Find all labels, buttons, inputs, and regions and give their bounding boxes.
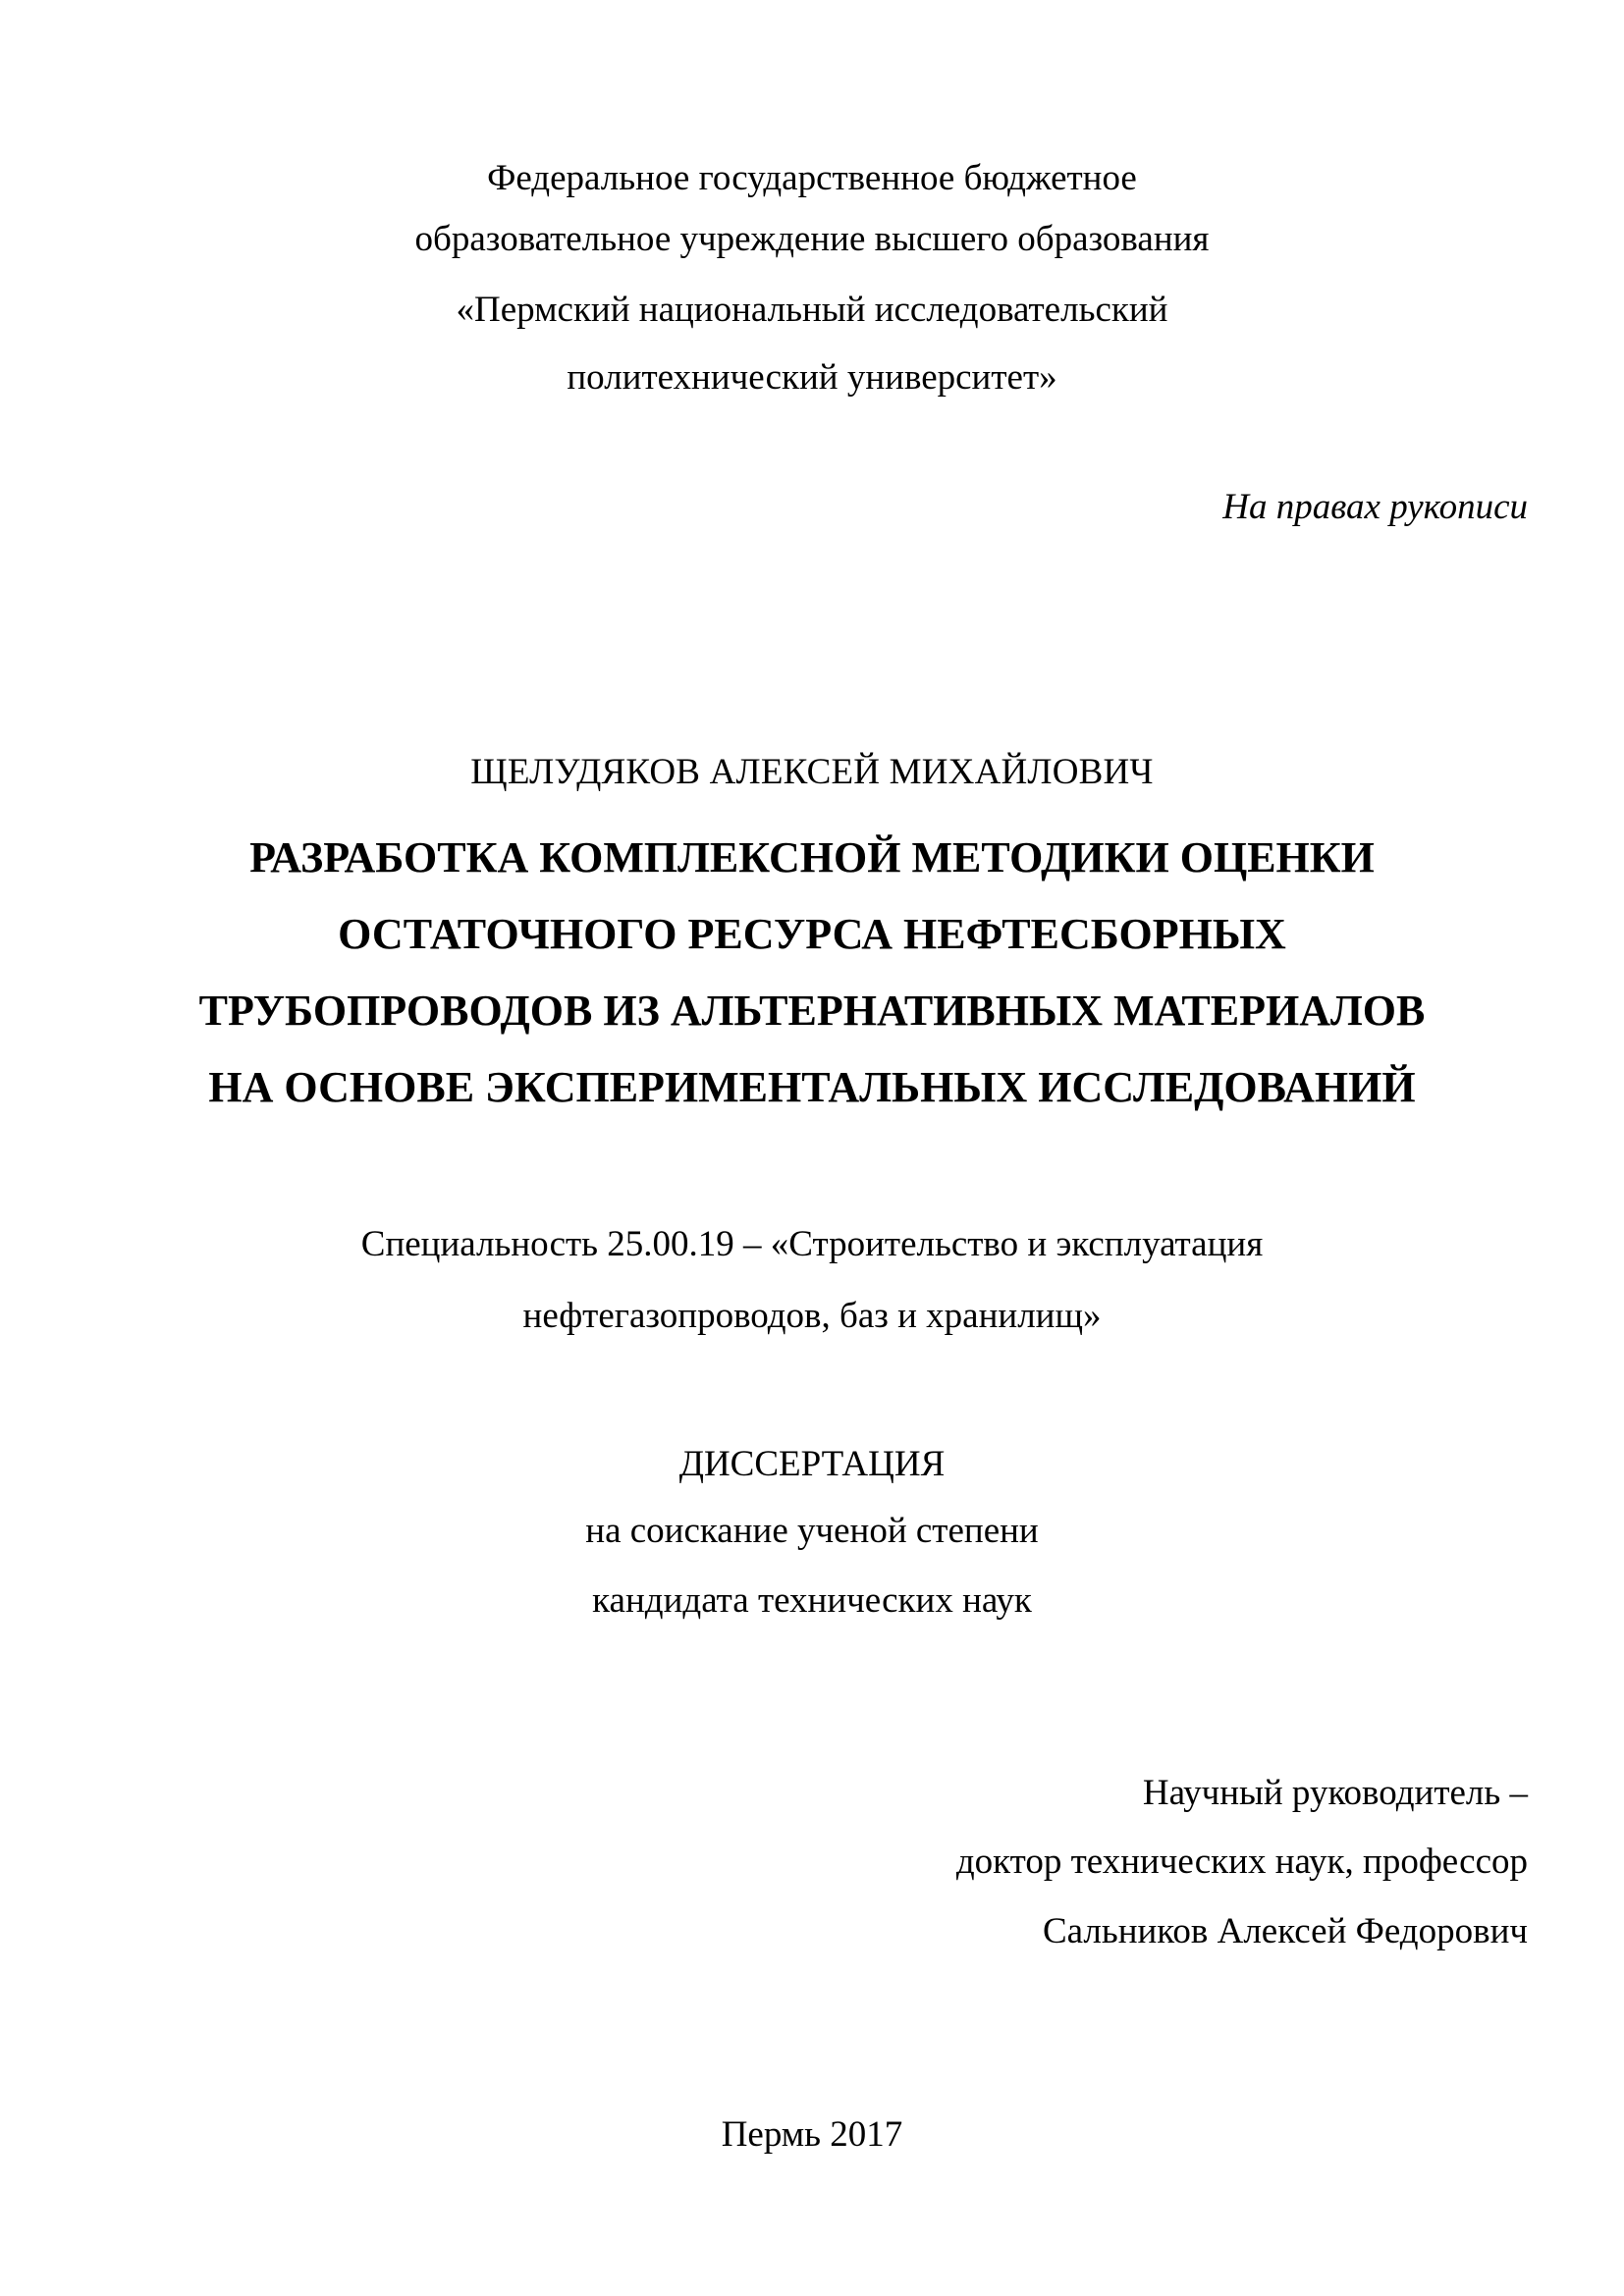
specialty-line-1: Специальность 25.00.19 – «Строительство и эксплуатация xyxy=(360,1224,1264,1264)
city-year: Пермь 2017 xyxy=(721,2114,903,2155)
institution-line-1: Федеральное государственное бюджетное xyxy=(487,158,1137,198)
dissertation-line-2: на соискание ученой степени xyxy=(585,1511,1039,1551)
institution-line-4: политехнический университет» xyxy=(567,357,1057,398)
title-line-1: РАЗРАБОТКА КОМПЛЕКСНОЙ МЕТОДИКИ ОЦЕНКИ xyxy=(249,833,1375,881)
author-name: ЩЕЛУДЯКОВ АЛЕКСЕЙ МИХАЙЛОВИЧ xyxy=(470,752,1154,792)
dissertation-heading: ДИССЕРТАЦИЯ xyxy=(678,1444,946,1484)
manuscript-note: На правах рукописи xyxy=(1222,487,1528,527)
institution-line-3: «Пермский национальный исследовательский xyxy=(456,290,1168,330)
supervisor-line-2: доктор технических наук, профессор xyxy=(955,1842,1528,1882)
dissertation-line-3: кандидата технических наук xyxy=(592,1580,1032,1621)
supervisor-line-3: Сальников Алексей Федорович xyxy=(1042,1911,1528,1951)
supervisor-line-1: Научный руководитель – xyxy=(1142,1773,1528,1813)
specialty-line-2: нефтегазопроводов, баз и хранилищ» xyxy=(522,1296,1102,1336)
institution-line-2: образовательное учреждение высшего образования xyxy=(414,219,1210,259)
title-line-4: НА ОСНОВЕ ЭКСПЕРИМЕНТАЛЬНЫХ ИССЛЕДОВАНИЙ xyxy=(208,1063,1416,1111)
title-line-2: ОСТАТОЧНОГО РЕСУРСА НЕФТЕСБОРНЫХ xyxy=(338,910,1286,958)
title-line-3: ТРУБОПРОВОДОВ ИЗ АЛЬТЕРНАТИВНЫХ МАТЕРИАЛОВ xyxy=(198,987,1426,1035)
